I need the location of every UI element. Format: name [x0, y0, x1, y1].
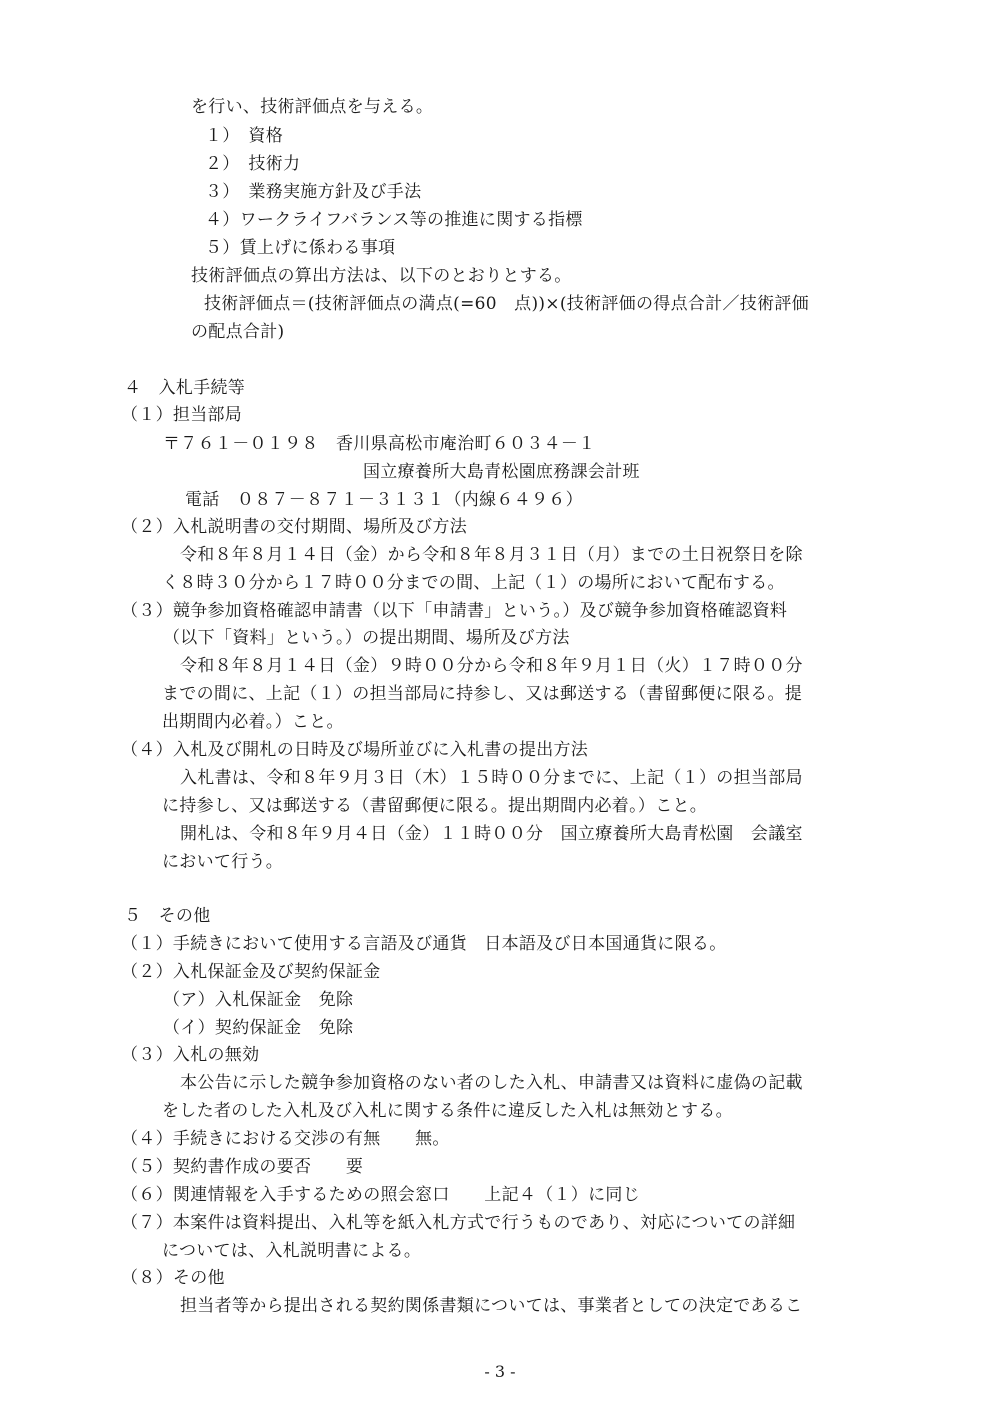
section-4-3-line-1: 令和８年８月１４日（金）９時００分から令和８年９月１日（火）１７時００分 [180, 656, 803, 676]
method-line: 技術評価点の算出方法は、以下のとおりとする。 [191, 266, 572, 286]
section-4-4-line-3: 開札は、令和８年９月４日（金）１１時００分 国立療養所大島青松園 会議室 [180, 824, 803, 844]
section-4-3-line-3: 出期間内必着。）こと。 [162, 712, 344, 732]
postal-address-line: 〒７６１－０１９８ 香川県高松市庵治町６０３４－１ [163, 434, 596, 454]
section-4-3-heading: （３）競争参加資格確認申請書（以下「申請書」という。）及び競争参加資格確認資料 [121, 601, 788, 621]
intro-line: を行い、技術評価点を与える。 [191, 97, 434, 117]
criteria-item-1: １） 資格 [205, 126, 283, 146]
page-number: - 3 - [484, 1362, 516, 1381]
section-4-3-line-2: までの間に、上記（１）の担当部局に持参し、又は郵送する（書留郵便に限る。提 [162, 684, 803, 704]
section-4-4-line-1: 入札書は、令和８年９月３日（木）１５時００分までに、上記（１）の担当部局 [180, 768, 803, 788]
section-5-3-line-1: 本公告に示した競争参加資格のない者のした入札、申請書又は資料に虚偽の記載 [180, 1073, 803, 1093]
criteria-item-3: ３） 業務実施方針及び手法 [205, 182, 422, 202]
section-5-7-line-2: については、入札説明書による。 [162, 1241, 422, 1261]
section-5-2-b: （イ）契約保証金 免除 [163, 1018, 354, 1038]
section-4-2-line-2: く８時３０分から１７時００分までの間、上記（１）の場所において配布する。 [162, 573, 785, 593]
section-5-4-line: （４）手続きにおける交渉の有無 無。 [121, 1129, 450, 1149]
section-5-3-line-2: をした者のした入札及び入札に関する条件に違反した入札は無効とする。 [162, 1101, 733, 1121]
section-4-3-heading-2: （以下「資料」という。）の提出期間、場所及び方法 [163, 628, 570, 648]
section-4-4-heading: （４）入札及び開札の日時及び場所並びに入札書の提出方法 [121, 740, 589, 760]
section-4-2-heading: （２）入札説明書の交付期間、場所及び方法 [121, 517, 467, 537]
section-5-2-a: （ア）入札保証金 免除 [163, 990, 354, 1010]
criteria-item-5: ５）賃上げに係わる事項 [205, 238, 396, 258]
section-4-4-line-2: に持参し、又は郵送する（書留郵便に限る。提出期間内必着。）こと。 [162, 796, 708, 816]
section-5-8-heading: （８）その他 [121, 1268, 225, 1288]
criteria-item-2: ２） 技術力 [205, 154, 301, 174]
section-4-4-line-4: において行う。 [162, 852, 284, 872]
criteria-item-4: ４）ワークライフバランス等の推進に関する指標 [205, 210, 583, 230]
section-4-2-line-1: 令和８年８月１４日（金）から令和８年８月３１日（月）までの土日祝祭日を除 [180, 545, 803, 565]
phone-line: 電話 ０８７－８７１－３１３１（内線６４９６） [185, 490, 583, 510]
section-5-5-line: （５）契約書作成の要否 要 [121, 1157, 364, 1177]
formula-line-2: の配点合計) [191, 322, 285, 342]
section-4-1-heading: （１）担当部局 [121, 405, 243, 425]
formula-line-1: 技術評価点＝(技術評価点の満点(=60 点))×(技術評価の得点合計／技術評価 [204, 294, 809, 314]
section-5-8-line-1: 担当者等から提出される契約関係書類については、事業者としての決定であるこ [180, 1296, 803, 1316]
office-name-line: 国立療養所大島青松園庶務課会計班 [363, 462, 640, 482]
section-5-heading: ５ その他 [124, 906, 211, 926]
section-4-heading: ４ 入札手続等 [124, 378, 246, 398]
section-5-2-heading: （２）入札保証金及び契約保証金 [121, 962, 381, 982]
section-5-3-heading: （３）入札の無効 [121, 1045, 260, 1065]
section-5-1-line: （１）手続きにおいて使用する言語及び通貨 日本語及び日本国通貨に限る。 [121, 934, 727, 954]
section-5-7-line-1: （７）本案件は資料提出、入札等を紙入札方式で行うものであり、対応についての詳細 [121, 1213, 796, 1233]
section-5-6-line: （６）関連情報を入手するための照会窓口 上記４（１）に同じ [121, 1185, 640, 1205]
